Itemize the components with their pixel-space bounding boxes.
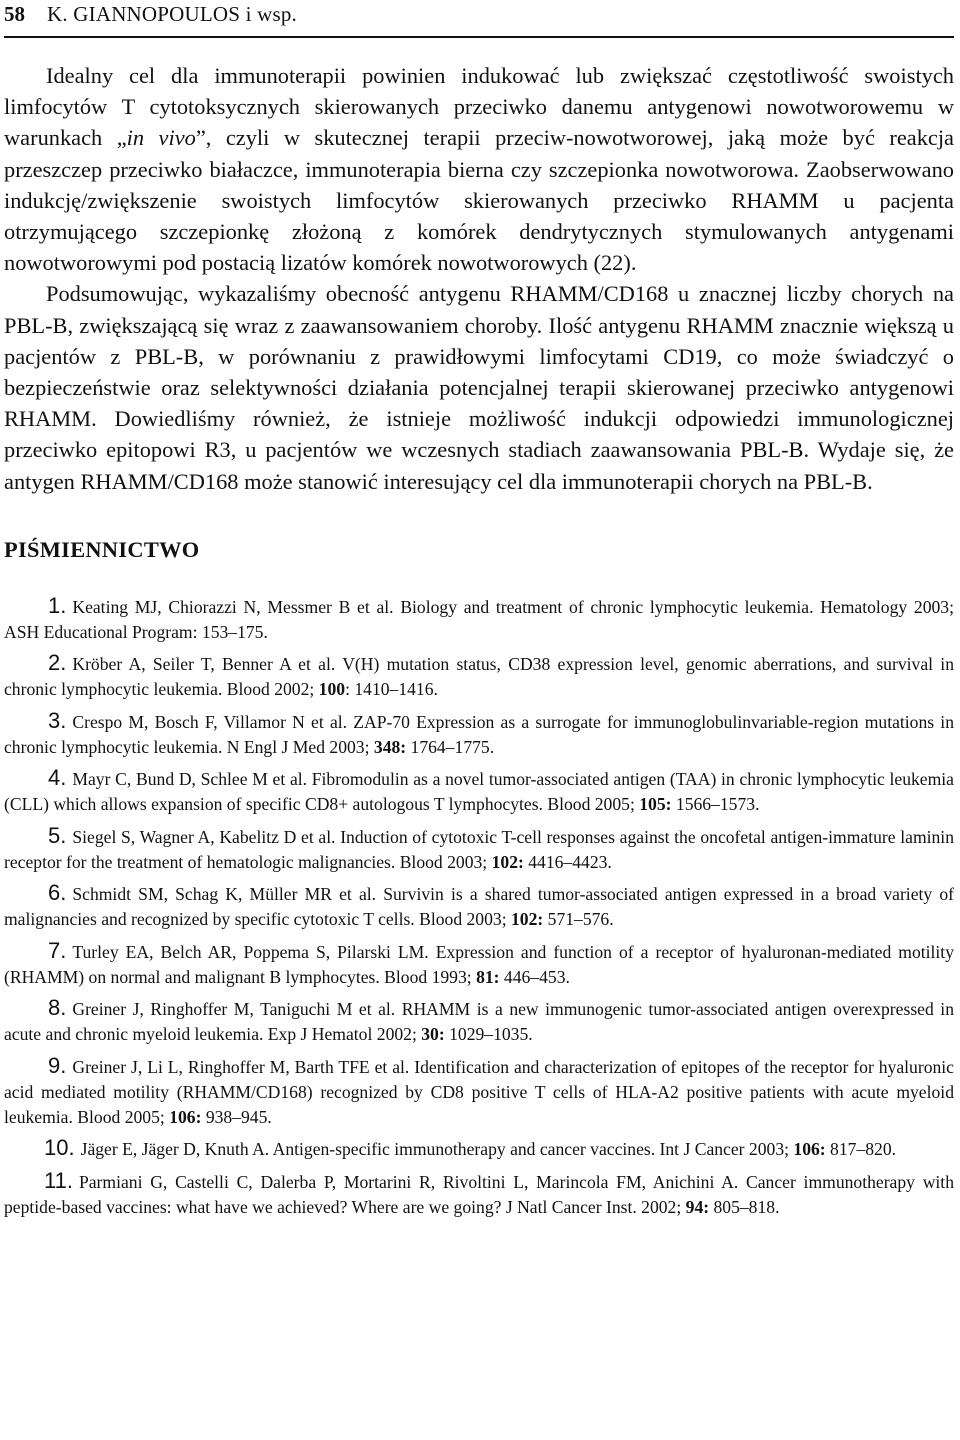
- body-paragraph-1-italic: in vivo: [126, 125, 196, 151]
- reference-number: 7.: [48, 937, 67, 963]
- references-list: [4, 593, 954, 1220]
- reference-pages: 1029–1035.: [444, 1024, 533, 1045]
- reference-pages: : 1410–1416.: [345, 679, 438, 700]
- reference-number: 6.: [48, 880, 67, 906]
- page-number: 58: [4, 2, 25, 26]
- body-paragraph-1-part-b: ”, czyli w skutecznej terapii przeciw-nowotworowej, jaką może być reakcja przeszczep przeciwko białaczce, immunoterapia bierna czy szczepionka nowotworowa. Zaobserwowano indukcję/zwiększenie swoistych limfocytów skierowanych przeciwko RHAMM u pacjenta otrzymującego szczepionkę złożoną z komórek dendrytycznych stymulowanych antygenami nowotworowymi pod postacią lizatów komórek nowotworowych (22).: [4, 125, 954, 276]
- reference-pages: 571–576.: [543, 909, 614, 930]
- reference-number: 8.: [48, 995, 67, 1021]
- reference-item: [4, 708, 954, 760]
- reference-item: [4, 880, 954, 932]
- reference-volume: 94:: [685, 1196, 710, 1217]
- reference-item: [4, 765, 954, 817]
- reference-number: 10.: [44, 1135, 75, 1161]
- reference-pages: 4416–4423.: [523, 851, 612, 872]
- body-paragraph-1: [4, 60, 954, 278]
- references-heading: PIŚMIENNICTWO: [4, 536, 200, 562]
- reference-pages: 446–453.: [499, 966, 570, 987]
- reference-pages: 805–818.: [709, 1196, 780, 1217]
- reference-pages: 938–945.: [201, 1106, 272, 1127]
- body-text: [4, 60, 954, 497]
- reference-text: Keating MJ, Chiorazzi N, Messmer B et al. Biology and treatment of chronic lymphocytic leukemia. Hematology 2003; ASH Educational Program: 153–175.: [4, 596, 954, 642]
- reference-pages: 1764–1775.: [406, 736, 495, 757]
- reference-volume: 102:: [511, 909, 544, 930]
- body-paragraph-1-part-a: Idealny cel dla immunoterapii powinien indukować lub zwiększać częstotliwość swoistych limfocytów T cytotoksycznych skierowanych przeciwko danemu antygenowi nowotworowemu w warunkach „: [4, 63, 954, 151]
- reference-text: Crespo M, Bosch F, Villamor N et al. ZAP-70 Expression as a surrogate for immunoglobulinvariable-region mutations in chronic lymphocytic leukemia. N Engl J Med 2003;: [4, 711, 954, 757]
- reference-item: [4, 1168, 954, 1220]
- reference-number: 1.: [48, 592, 67, 618]
- reference-volume: 348:: [373, 736, 407, 757]
- reference-volume: 100: [318, 679, 346, 700]
- reference-volume: 81:: [476, 966, 500, 987]
- reference-number: 5.: [48, 822, 67, 848]
- reference-item: [4, 593, 954, 645]
- reference-number: 2.: [48, 650, 67, 676]
- reference-volume: 105:: [639, 794, 672, 815]
- reference-text: Greiner J, Ringhoffer M, Taniguchi M et al. RHAMM is a new immunogenic tumor-associated antigen overexpressed in acute and chronic myeloid leukemia. Exp J Hematol 2002;: [4, 999, 954, 1045]
- reference-text: Jäger E, Jäger D, Knuth A. Antigen-specific immunotherapy and cancer vaccines. Int J Cancer 2003;: [80, 1139, 794, 1160]
- reference-item: [4, 938, 954, 990]
- reference-pages: 817–820.: [825, 1139, 897, 1160]
- reference-volume: 106:: [793, 1139, 826, 1160]
- reference-text: Parmiani G, Castelli C, Dalerba P, Mortarini R, Rivoltini L, Marincola FM, Anichini A. Cancer immunotherapy with peptide-based vaccines: what have we achieved? Where are we going? J Natl Cancer Inst. 2002;: [4, 1171, 954, 1217]
- reference-text: Greiner J, Li L, Ringhoffer M, Barth TFE et al. Identification and characterization of epitopes of the receptor for hyaluronic acid mediated motility (RHAMM/CD168) recognized by CD8 positive T cells of HLA-A2 positive patients with acute myeloid leukemia. Blood 2005;: [4, 1056, 954, 1127]
- reference-text: Schmidt SM, Schag K, Müller MR et al. Survivin is a shared tumor-associated antigen expressed in a broad variety of malignancies and recognized by specific cytotoxic T cells. Blood 2003;: [4, 884, 954, 930]
- reference-text: Mayr C, Bund D, Schlee M et al. Fibromodulin as a novel tumor-associated antigen (TAA) in chronic lymphocytic leukemia (CLL) which allows expansion of specific CD8+ autologous T lymphocytes. Blood 2005;: [4, 769, 954, 815]
- reference-item: [4, 1135, 954, 1162]
- reference-volume: 106:: [169, 1106, 202, 1127]
- body-paragraph-2: Podsumowując, wykazaliśmy obecność antygenu RHAMM/CD168 u znacznej liczby chorych na PBL-B, zwiększającą się wraz z zaawansowaniem choroby. Ilość antygenu RHAMM znacznie większą u pacjentów z PBL-B, w porównaniu z prawidłowymi limfocytami CD19, co może świadczyć o bezpieczeństwie oraz selektywności działania potencjalnej terapii skierowanej przeciwko antygenowi RHAMM. Dowiedliśmy również, że istnieje możliwość indukcji odpowiedzi immunologicznej przeciwko epitopowi R3, u pacjentów we wczesnych stadiach zaawansowania PBL-B. Wydaje się, że antygen RHAMM/CD168 może stanowić interesujący cel dla immunoterapii chorych na PBL-B.: [4, 281, 954, 494]
- running-head: K. GIANNOPOULOS i wsp.: [47, 2, 297, 26]
- reference-text: Siegel S, Wagner A, Kabelitz D et al. Induction of cytotoxic T-cell responses against the oncofetal antigen-immature laminin receptor for the treatment of hematologic malignancies. Blood 2003;: [4, 826, 954, 872]
- header-rule: [4, 36, 954, 38]
- reference-volume: 30:: [421, 1024, 445, 1045]
- reference-number: 11.: [44, 1167, 73, 1193]
- reference-volume: 102:: [491, 851, 524, 872]
- reference-text: Turley EA, Belch AR, Poppema S, Pilarski LM. Expression and function of a receptor of hyaluronan-mediated motility (RHAMM) on normal and malignant B lymphocytes. Blood 1993;: [4, 941, 954, 987]
- page-header: [4, 0, 954, 34]
- reference-item: [4, 995, 954, 1047]
- reference-text: Kröber A, Seiler T, Benner A et al. V(H) mutation status, CD38 expression level, genomic aberrations, and survival in chronic lymphocytic leukemia. Blood 2002;: [4, 654, 954, 700]
- reference-item: [4, 650, 954, 702]
- reference-pages: 1566–1573.: [671, 794, 760, 815]
- reference-number: 4.: [48, 765, 67, 791]
- reference-item: [4, 1053, 954, 1130]
- reference-item: [4, 823, 954, 875]
- reference-number: 9.: [48, 1052, 67, 1078]
- reference-number: 3.: [48, 707, 67, 733]
